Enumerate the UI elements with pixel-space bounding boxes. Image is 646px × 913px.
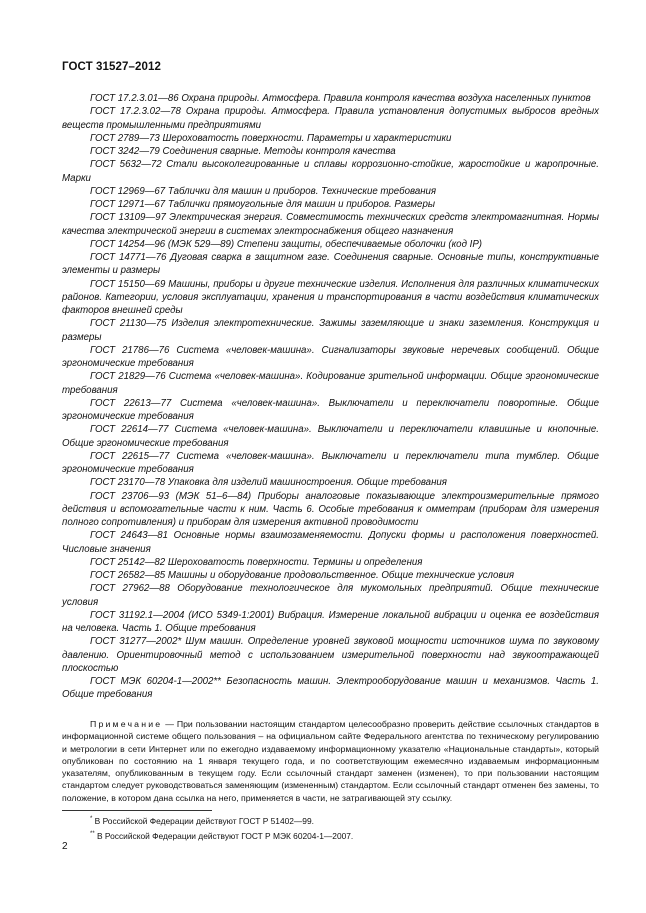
reference-item: ГОСТ 22615—77 Система «человек-машина». Выключатели и переключатели типа тумблер. Общие эргономические требования — [62, 450, 599, 475]
reference-item: ГОСТ 31277—2002* Шум машин. Определение уровней звуковой мощности источников шума по звуковому давлению. Ориентировочный метод с использованием измерительной поверхности над звукоотражающей плоскостью — [62, 636, 599, 674]
reference-item: ГОСТ 21786—76 Система «человек-машина». Сигнализаторы звуковые неречевых сообщений. Общие эргономические требования — [62, 344, 599, 369]
reference-item: ГОСТ 21829—76 Система «человек-машина». Кодирование зрительной информации. Общие эргономические требования — [62, 371, 599, 396]
reference-item: ГОСТ 5632—72 Стали высоколегированные и сплавы коррозионно-стойкие, жаростойкие и жаропрочные. Марки — [62, 159, 599, 184]
footnote-item — [62, 828, 599, 843]
reference-item: ГОСТ 26582—85 Машины и оборудование продовольственное. Общие технические условия — [90, 570, 515, 581]
page-number: 2 — [62, 841, 68, 852]
reference-item: ГОСТ 13109—97 Электрическая энергия. Совместимость технических средств электромагнитная. Нормы качества электрической энергии в системах электроснабжения общего назначения — [62, 212, 599, 237]
reference-item: ГОСТ МЭК 60204-1—2002** Безопасность машин. Электрооборудование машин и механизмов. Часть 1. Общие требования — [62, 676, 599, 701]
reference-item: ГОСТ 12971—67 Таблички прямоугольные для машин и приборов. Размеры — [90, 199, 435, 210]
footnote-item — [62, 813, 599, 828]
reference-item: ГОСТ 17.2.3.01—86 Охрана природы. Атмосфера. Правила контроля качества воздуха населенных пунктов — [90, 93, 591, 104]
footnote-text: В Российской Федерации действуют ГОСТ Р 51402—99. — [92, 815, 314, 826]
reference-item: ГОСТ 2789—73 Шероховатость поверхности. Параметры и характеристики — [90, 132, 452, 144]
footnote-mark: * — [90, 816, 93, 822]
reference-item: ГОСТ 12969—67 Таблички для машин и приборов. Технические требования — [90, 185, 437, 197]
reference-item: ГОСТ 3242—79 Соединения сварные. Методы контроля качества — [90, 146, 396, 157]
reference-item: ГОСТ 31192.1—2004 (ИСО 5349-1:2001) Вибрация. Измерение локальной вибрации и оценка ее воздействия на человека. Часть 1. Общие требования — [62, 609, 599, 634]
reference-item: ГОСТ 23170—78 Упаковка для изделий машиностроения. Общие требования — [90, 477, 447, 489]
reference-item: ГОСТ 22614—77 Система «человек-машина». Выключатели и переключатели клавишные и кнопочные. Общие эргономические требования — [62, 424, 599, 449]
normative-references-list — [62, 92, 599, 702]
footnote-divider — [62, 810, 212, 811]
reference-item: ГОСТ 27962—88 Оборудование технологическое для мукомольных предприятий. Общие технические условия — [62, 583, 599, 608]
reference-item: ГОСТ 14771—76 Дуговая сварка в защитном газе. Соединения сварные. Основные типы, конструктивные элементы и размеры — [62, 252, 599, 277]
reference-item: ГОСТ 23706—93 (МЭК 51–6—84) Приборы аналоговые показывающие электроизмерительные прямого действия и вспомогательные части к ним. Часть 6. Особые требования к омметрам (приборам для измерения полного сопротивления) и приборам для измерения активной проводимости — [62, 490, 599, 528]
footnote-text: В Российской Федерации действуют ГОСТ Р МЭК 60204-1—2007. — [94, 830, 354, 841]
note-text: — При пользовании настоящим стандартом целесообразно проверить действие ссылочных стандартов в информационной системе общего пользования – на официальном сайте Федерального агентства по техническому регулированию и метрологии в сети Интернет или по ежегодно издаваемому информационному указателю «Национальные стандарты», который опубликован по состоянию на 1 января текущего года, и по соответствующим ежемесячно издаваемым информационным указателям, опубликованным в текущем году. Если ссылочный стандарт заменен (изменен), то при пользовании настоящим стандартом следует руководствоваться заменяющим (измененным) стандартом. Если ссылочный стандарт отменен без замены, то положение, в котором дана ссылка на него, применяется в части, не затрагивающей эту ссылку. — [62, 719, 599, 803]
note-label: Примечание — [90, 719, 163, 729]
footnotes — [62, 813, 599, 843]
footnote-mark: ** — [90, 830, 95, 837]
document-header: ГОСТ 31527–2012 — [62, 61, 162, 73]
reference-item: ГОСТ 24643—81 Основные нормы взаимозаменяемости. Допуски формы и расположения поверхностей. Числовые значения — [62, 530, 599, 555]
reference-item: ГОСТ 25142—82 Шероховатость поверхности. Термины и определения — [90, 556, 423, 568]
reference-item: ГОСТ 15150—69 Машины, приборы и другие технические изделия. Исполнения для различных климатических районов. Категории, условия эксплуатации, хранения и транспортирования в части воздействия климатических факторов внешней среды — [62, 278, 599, 316]
note-paragraph — [62, 718, 599, 804]
reference-item: ГОСТ 21130—75 Изделия электротехнические. Зажимы заземляющие и знаки заземления. Конструкция и размеры — [62, 318, 599, 343]
reference-item: ГОСТ 17.2.3.02—78 Охрана природы. Атмосфера. Правила установления допустимых выбросов вредных веществ промышленными предприятиями — [62, 106, 599, 131]
reference-item: ГОСТ 22613—77 Система «человек-машина». Выключатели и переключатели поворотные. Общие эргономические требования — [62, 397, 599, 422]
reference-item: ГОСТ 14254—96 (МЭК 529—89) Степени защиты, обеспечиваемые оболочки (код IP) — [90, 238, 483, 250]
